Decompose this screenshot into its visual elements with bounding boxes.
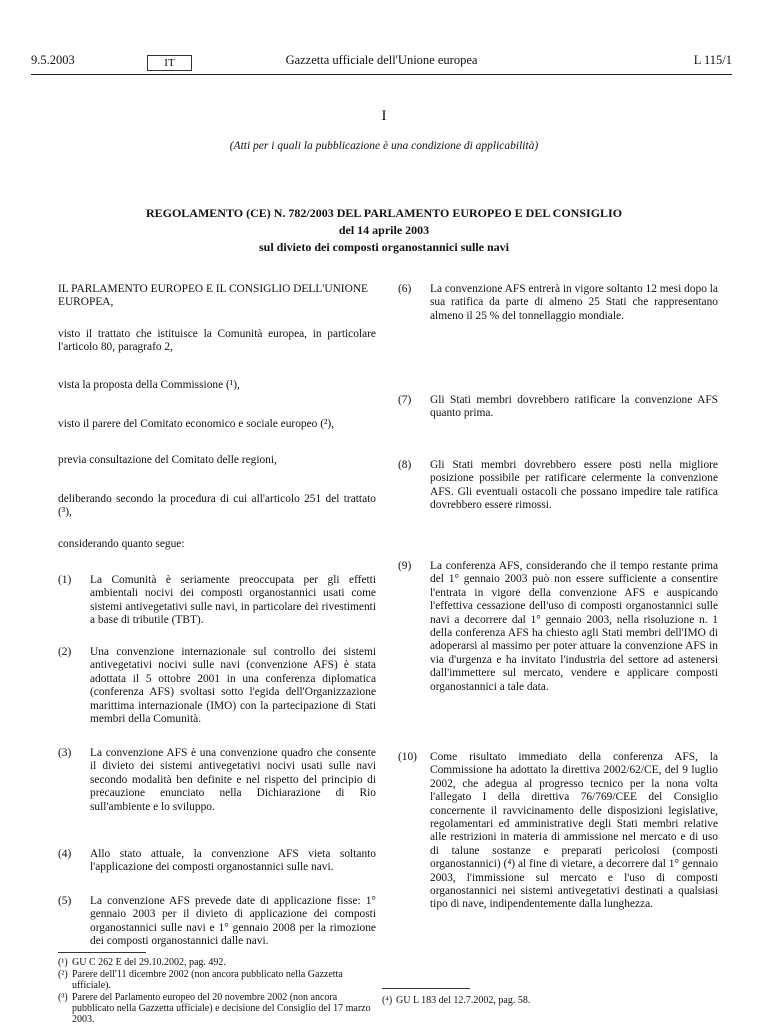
recital-number: (8) <box>398 459 412 471</box>
footnote-text: Parere del Parlamento europeo del 20 novembre 2002 (non ancora pubblicato nella Gazzetta ufficiale) e decisione del Consiglio del 17 marzo 2003. <box>72 992 371 1026</box>
recital-number: (5) <box>58 895 72 907</box>
series-note: (Atti per i quali la pubblicazione è una condizione di applicabilità) <box>229 140 539 152</box>
footnote-rule <box>58 952 146 953</box>
footnote-number: (⁴) <box>382 995 393 1006</box>
footnote-text: GU L 183 del 12.7.2002, pag. 58. <box>396 995 531 1006</box>
series-numeral: I <box>381 108 387 124</box>
footnote-number: (¹) <box>58 957 68 968</box>
citation-treaty: visto il trattato che istituisce la Comunità europea, in particolare l'articolo 80, paragrafo 2, <box>58 328 376 354</box>
recital-number: (9) <box>398 560 412 572</box>
title-line-3: sul divieto dei composti organostannici sulle navi <box>258 240 510 254</box>
journal-title: Gazzetta ufficiale dell'Unione europea <box>285 53 478 67</box>
footnote-text: Parere dell'11 dicembre 2002 (non ancora pubblicato nella Gazzetta ufficiale). <box>72 969 343 992</box>
title-line-2: del 14 aprile 2003 <box>338 223 430 237</box>
title-line-1: REGOLAMENTO (CE) N. 782/2003 DEL PARLAMENTO EUROPEO E DEL CONSIGLIO <box>145 206 623 220</box>
footnote-rule <box>382 988 470 989</box>
recital-number: (2) <box>58 646 72 658</box>
recital-number: (7) <box>398 394 412 406</box>
recital-text: La Comunità è seriamente preoccupata per gli effetti ambientali nocivi dei composti organostannici usati come sistemi antivegetativi sulle navi, in particolare dei rivestimenti a base di tributile (TBT). <box>90 574 376 627</box>
recital-text: La convenzione AFS entrerà in vigore soltanto 12 mesi dopo la sua ratifica da parte di almeno 25 Stati che rappresentano almeno il 25 % del tonnellaggio mondiale. <box>430 283 718 322</box>
recital-number: (6) <box>398 283 412 295</box>
recital-text: Una convenzione internazionale sul controllo dei sistemi antivegetativi nocivi sulle navi (convenzione AFS) è stata adottata il 5 ottobre 2001 in una conferenza diplomatica (conferenza AFS) svoltasi sotto l'egida dell'Organizzazione marittima internazionale (IMO) con la partecipazione di Stati membri della Comunità. <box>90 646 376 726</box>
header-rule <box>31 74 732 75</box>
page-header <box>31 53 732 75</box>
footnote-number: (³) <box>58 992 68 1003</box>
recital-number: (3) <box>58 747 72 759</box>
recital-number: (1) <box>58 574 72 586</box>
recital-number: (10) <box>398 751 417 763</box>
recital-text: Gli Stati membri dovrebbero essere posti nella migliore posizione possibile per ratificare celermente la convenzione AFS. Gli eventuali ostacoli che possano impedire tale ratifica dovrebbero essere rimossi. <box>430 459 718 512</box>
citation-proposal: vista la proposta della Commissione (¹), <box>58 379 240 391</box>
citation-esc-opinion: visto il parere del Comitato economico e sociale europeo (²), <box>58 418 335 430</box>
recital-text: La convenzione AFS è una convenzione quadro che consente il divieto dei sistemi antivegetativi nocivi usati sulle navi secondo modalità ben definite e nel rispetto del principio di precauzione enunciato nella Dichiarazione di Rio sull'ambiente e lo sviluppo. <box>90 747 376 813</box>
footnote-number: (²) <box>58 969 68 980</box>
header-date: 9.5.2003 <box>31 53 75 67</box>
page-reference: L 115/1 <box>693 53 732 67</box>
recital-text: Allo stato attuale, la convenzione AFS vieta soltanto l'applicazione dei composti organostannici sulle navi. <box>90 848 376 874</box>
regulation-title <box>0 205 768 256</box>
recital-text: Gli Stati membri dovrebbero ratificare la convenzione AFS quanto prima. <box>430 394 718 420</box>
citation-procedure: deliberando secondo la procedura di cui all'articolo 251 del trattato (³), <box>58 493 376 519</box>
footnote-text: GU C 262 E del 29.10.2002, pag. 492. <box>72 957 226 968</box>
recital-text: La convenzione AFS prevede date di applicazione fisse: 1° gennaio 2003 per il divieto di applicazione dei composti organostannici sulle navi e 1° gennaio 2008 per la rimozione dei composti organostannici dalle navi. <box>90 895 376 948</box>
institutions-line: IL PARLAMENTO EUROPEO E IL CONSIGLIO DELL'UNIONE EUROPEA, <box>58 283 368 309</box>
recital-text: La conferenza AFS, considerando che il tempo restante prima del 1° gennaio 2003 può non essere sufficiente a consentire l'entrata in vigore della convenzione AFS e auspicando l'effettiva cessazione dell'uso di composti organostannici sulle navi a decorrere dal 1° gennaio 2003, nella risoluzione n. 1 della conferenza AFS ha chiesto agli Stati membri dell'IMO di adoperarsi al massimo per poter attuare la convenzione AFS in via d'urgenza e ha invitato l'industria del settore ad astenersi dall'immettere sul mercato, vendere e applicare composti organostannici a tale data. <box>430 560 718 693</box>
whereas-line: considerando quanto segue: <box>58 538 185 550</box>
recital-number: (4) <box>58 848 72 860</box>
citation-regions: previa consultazione del Comitato delle regioni, <box>58 454 277 466</box>
recital-text: Come risultato immediato della conferenza AFS, la Commissione ha adottato la direttiva 2002/62/CE, del 9 luglio 2002, che adegua al progresso tecnico per la nona volta l'allegato I della direttiva 76/769/CEE del Consiglio concernente il ravvicinamento delle disposizioni legislative, regolamentari ed amministrative degli Stati membri relative alle restrizioni in materia di ammissione nel mercato e di uso di talune sostanze e preparati pericolosi (composti organostannici) (⁴) al fine di vietare, a decorrere dal 1° gennaio 2003, l'immissione sul mercato e l'uso di composti organostannici nei sistemi antivegetativi destinati a qualsiasi tipo di nave, indipendentemente dalla lunghezza. <box>430 751 718 911</box>
language-code-box: IT <box>147 55 192 71</box>
